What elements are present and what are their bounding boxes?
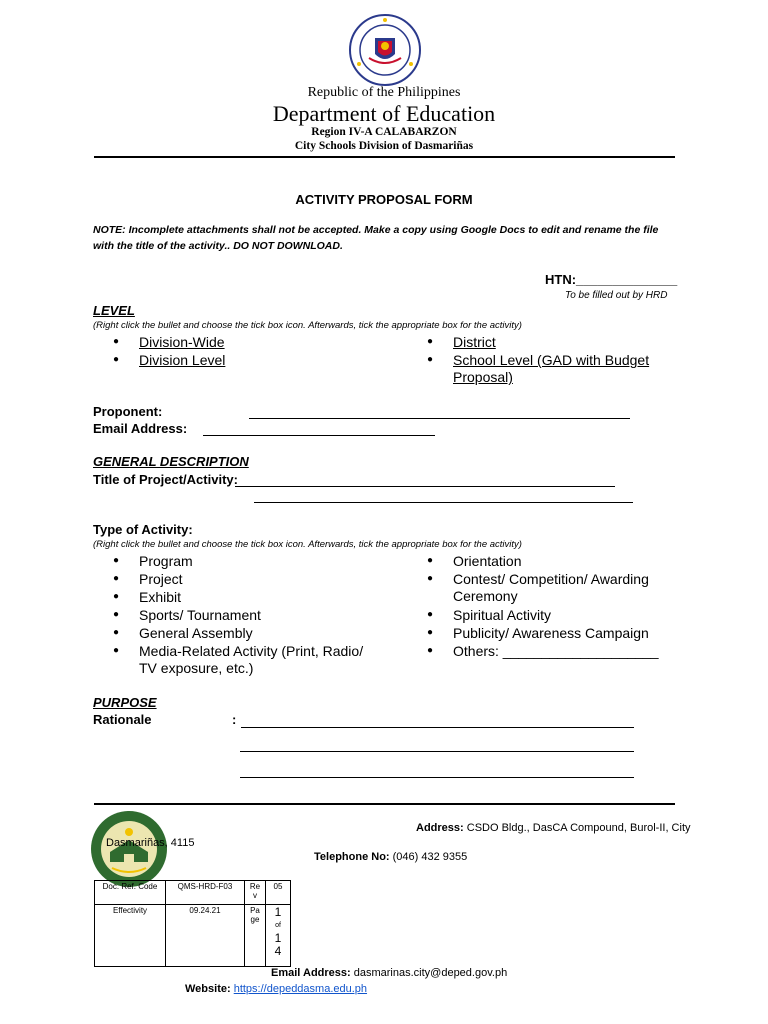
activity-option-orientation[interactable]: ● Orientation [427,552,649,570]
header-divider [94,156,675,158]
title-label: Title of Project/Activity: [93,472,238,487]
division-text: City Schools Division of Dasmariñas [294,140,474,152]
level-heading: LEVEL [93,303,135,318]
htn-label[interactable]: HTN:______________ [545,272,678,287]
address-line-cont: Dasmariñas, 4115 [106,837,195,849]
rationale-field-1[interactable] [241,727,634,728]
doc-ref-label: Doc. Ref. Code [95,881,166,905]
proponent-label: Proponent: [93,404,163,419]
rev-value: 05 [266,881,291,905]
activity-option-others[interactable]: ● Others: ____________________ [427,642,659,660]
telephone-line: Telephone No: (046) 432 9355 [314,851,468,863]
htn-note: To be filled out by HRD [565,290,668,301]
footer-divider [94,803,675,805]
email-label: Email Address: [93,421,188,436]
activity-option-media-cont: TV exposure, etc.) [139,660,254,676]
title-field[interactable] [235,486,615,487]
email-field[interactable] [203,435,435,436]
level-right-list [427,333,649,369]
level-option-district[interactable]: ● District [427,333,649,351]
level-option-school-level-cont: Proposal) [453,369,513,385]
effectivity-label: Effectivity [95,905,166,967]
activity-option-sports[interactable]: ● Sports/ Tournament [113,606,363,624]
email-line: Email Address: dasmarinas.city@deped.gov.ph [271,967,508,979]
division-logo [90,810,168,888]
general-heading: GENERAL DESCRIPTION [93,454,249,469]
note-line2: with the title of the activity.. DO NOT DOWNLOAD. [93,240,343,252]
activity-right-list-2 [427,606,659,660]
activity-option-exhibit[interactable]: ● Exhibit [113,588,363,606]
activity-left-list [113,552,363,660]
title-field-cont[interactable] [254,502,633,503]
republic-text: Republic of the Philippines [307,85,461,100]
page-value: 1 of 1 4 [266,905,291,967]
rationale-colon: : [232,712,237,727]
activity-option-program[interactable]: ● Program [113,552,363,570]
website-link[interactable]: https://depeddasma.edu.ph [233,983,368,995]
activity-type-instruction: (Right click the bullet and choose the tick box icon. Afterwards, tick the appropriate box for the activity) [93,539,522,550]
activity-option-project[interactable]: ● Project [113,570,363,588]
activity-type-heading: Type of Activity: [93,522,193,537]
activity-option-contest-cont: Ceremony [453,588,518,604]
form-title: ACTIVITY PROPOSAL FORM [295,192,473,207]
note-line1: NOTE: Incomplete attachments shall not be accepted. Make a copy using Google Docs to edit and rename the file [93,224,659,236]
doc-ref-value: QMS-HRD-F03 [166,881,245,905]
activity-right-list [427,552,649,588]
activity-option-spiritual[interactable]: ● Spiritual Activity [427,606,659,624]
doc-ref-table [94,880,291,967]
page-label: Pa ge [245,905,266,967]
address-line: Address: CSDO Bldg., DasCA Compound, Burol-II, City [416,822,691,834]
level-left-list [113,333,225,369]
department-title: Department of Education [272,101,496,126]
rationale-field-3[interactable] [240,777,634,778]
level-option-division-wide[interactable]: ● Division-Wide [113,333,225,351]
rationale-label: Rationale [93,712,152,727]
proponent-field[interactable] [249,418,630,419]
effectivity-value: 09.24.21 [166,905,245,967]
activity-option-general-assembly[interactable]: ● General Assembly [113,624,363,642]
rev-label: Re v [245,881,266,905]
activity-option-contest[interactable]: ● Contest/ Competition/ Awarding [427,570,649,588]
level-option-school-level[interactable]: ● School Level (GAD with Budget [427,351,649,369]
rationale-field-2[interactable] [240,751,634,752]
level-instruction: (Right click the bullet and choose the tick box icon. Afterwards, tick the appropriate box for the activity) [93,320,522,331]
purpose-heading: PURPOSE [93,695,157,710]
website-line: Website: https://depeddasma.edu.ph [185,983,368,995]
activity-option-media[interactable]: ● Media-Related Activity (Print, Radio/ [113,642,363,660]
activity-option-publicity[interactable]: ● Publicity/ Awareness Campaign [427,624,659,642]
level-option-division-level[interactable]: ● Division Level [113,351,225,369]
region-text: Region IV-A CALABARZON [311,126,457,138]
deped-seal [349,14,421,86]
